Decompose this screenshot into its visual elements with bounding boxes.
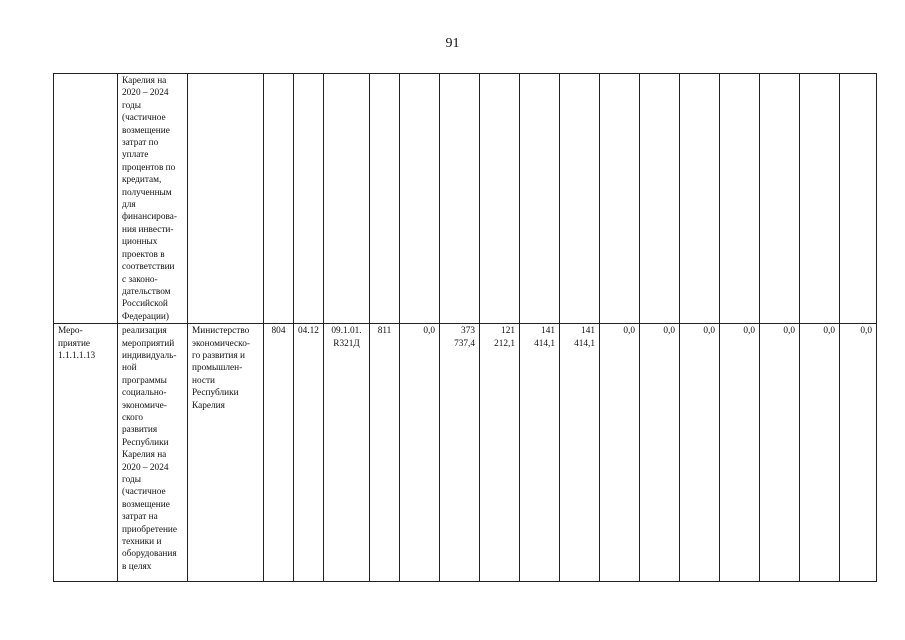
value-cell: 0,0	[680, 324, 720, 582]
value-cell: 0,0	[840, 324, 877, 582]
value-cell: 0,0	[400, 324, 440, 582]
value-cell: 141 414,1	[520, 324, 560, 582]
value-cell	[760, 74, 800, 324]
event-label-cell	[54, 74, 118, 324]
value-cell	[840, 74, 877, 324]
page-number: 91	[445, 36, 460, 51]
rzpr-cell: 04.12	[294, 324, 324, 582]
value-cell: 0,0	[600, 324, 640, 582]
grbs-cell: 804	[264, 324, 294, 582]
table-row	[54, 74, 877, 324]
value-cell	[720, 74, 760, 324]
value-cell	[640, 74, 680, 324]
table-row	[54, 324, 877, 582]
vr-cell: 811	[370, 324, 400, 582]
value-cell	[480, 74, 520, 324]
value-cell: 141 414,1	[560, 324, 600, 582]
value-cell: 0,0	[760, 324, 800, 582]
vr-cell	[370, 74, 400, 324]
value-cell	[560, 74, 600, 324]
rzpr-cell	[294, 74, 324, 324]
value-cell: 0,0	[720, 324, 760, 582]
executor-cell: Министерство экономическо- го развития и промышлен- ности Республики Карелия	[188, 324, 264, 582]
value-cell: 121 212,1	[480, 324, 520, 582]
csr-cell: 09.1.01. R321Д	[324, 324, 370, 582]
value-cell: 373 737,4	[440, 324, 480, 582]
grbs-cell	[264, 74, 294, 324]
description-cell: реализация мероприятий индивидуаль- ной программы социально- экономиче- ского развития Республики Карелия на 2020 – 2024 годы (частичное возмещение затрат на приобретение техники и оборудования в целях	[118, 324, 188, 582]
csr-cell	[324, 74, 370, 324]
executor-cell	[188, 74, 264, 324]
value-cell: 0,0	[800, 324, 840, 582]
value-cell	[520, 74, 560, 324]
value-cell	[680, 74, 720, 324]
value-cell: 0,0	[640, 324, 680, 582]
value-cell	[600, 74, 640, 324]
description-cell: Карелия на 2020 – 2024 годы (частичное возмещение затрат по уплате процентов по кредитам, полученным для финансирова- ния инвести- ционных проектов в соответствии с законо- дательством Российской Федерации)	[118, 74, 188, 324]
event-label-cell: Меро- приятие 1.1.1.1.13	[54, 324, 118, 582]
value-cell	[800, 74, 840, 324]
program-table	[53, 73, 877, 582]
value-cell	[400, 74, 440, 324]
value-cell	[440, 74, 480, 324]
